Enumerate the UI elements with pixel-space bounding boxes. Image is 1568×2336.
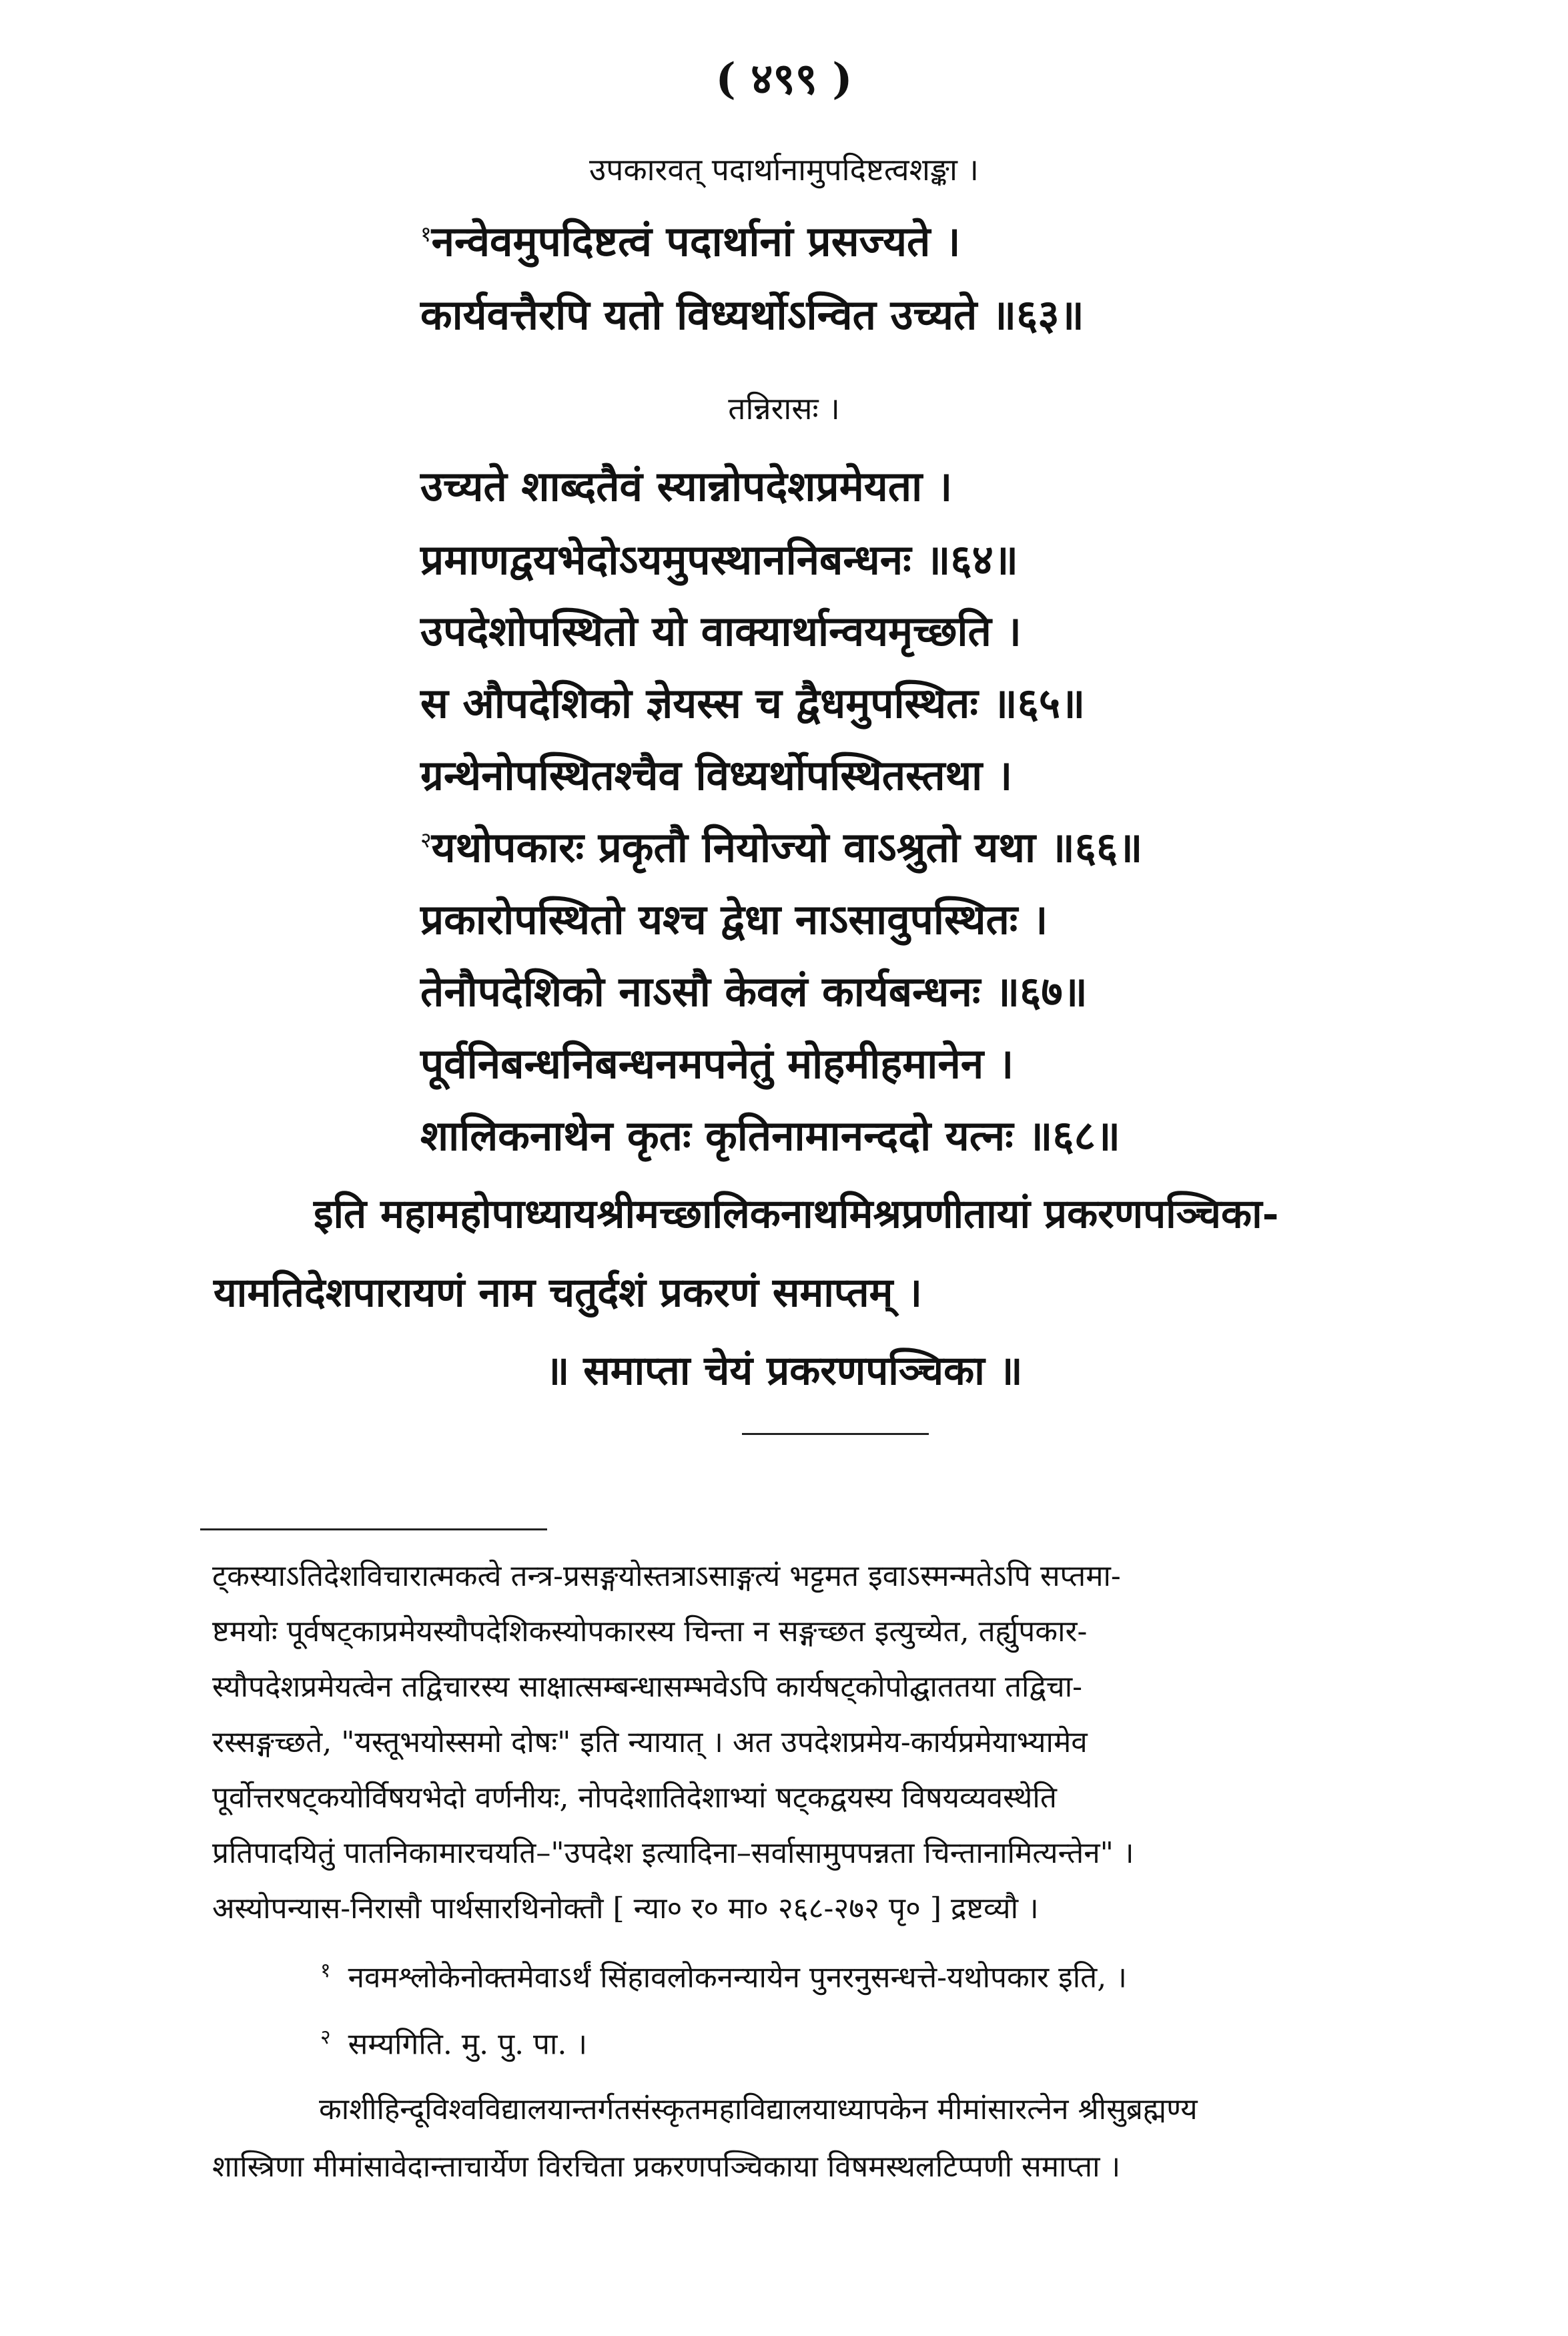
verse-line (420, 1035, 1461, 1091)
footnote-2 (320, 2022, 1441, 2063)
verse-line (420, 212, 1461, 268)
verse-text: प्रमाणद्वयभेदोऽयमुपस्थाननिबन्धनः ॥६४॥ (420, 535, 1019, 584)
section-divider (742, 1433, 929, 1435)
verse-text: पूर्वनिबन्धनिबन्धनमपनेतुं मोहमीहमानेन । (420, 1039, 1014, 1088)
verse-line (420, 818, 1461, 874)
verse-text: यथोपकारः प्रकृतौ नियोज्यो वाऽश्रुतो यथा ॥६६॥ (431, 823, 1143, 872)
colophon-line-2: यामतिदेशपारायणं नाम चतुर्दशं प्रकरणं समाप्तम् । (214, 1269, 923, 1316)
footnote-line: पूर्वोत्तरषट्कयोर्विषयभेदो वर्णनीयः, नोपदेशातिदेशाभ्यां षट्कद्वयस्य विषयव्यवस्थेति (212, 1781, 1057, 1815)
section-heading-1: उपकारवत् पदार्थानामुपदिष्टत्वशङ्का । (589, 152, 979, 188)
verse-text: कार्यवत्तैरपि यतो विध्यर्थोऽन्वित उच्यते ॥६३॥ (420, 290, 1084, 339)
footnote-text: सम्यगिति. मु. पु. पा. । (348, 2027, 588, 2062)
verse-text: नन्वेवमुपदिष्टत्वं पदार्थानां प्रसज्यते । (431, 217, 961, 266)
footnote-rule (200, 1528, 547, 1530)
footnote-mark: १ (320, 1959, 331, 1982)
verse-text: तेनौपदेशिको नाऽसौ केवलं कार्यबन्धनः ॥६७॥ (420, 967, 1088, 1016)
verse-line (420, 457, 1461, 513)
footnote-line: ट्कस्याऽतिदेशविचारात्मकत्वे तन्त्र-प्रसङ्गयोस्तत्राऽसाङ्गत्यं भट्टमत इवाऽस्मन्मतेऽपि सप्तमा- (212, 1559, 1121, 1593)
colophon-line-1: इति महामहोपाध्यायश्रीमच्छालिकनाथमिश्रप्रणीतायां प्रकरणपञ्चिका- (314, 1191, 1279, 1237)
colophon (214, 1175, 1428, 1332)
verse-line (420, 746, 1461, 802)
footnote-body (212, 1548, 1433, 1936)
footnote-1 (320, 1956, 1441, 1996)
verse-text: ग्रन्थेनोपस्थितश्चैव विध्यर्थोपस्थितस्तथा । (420, 751, 1013, 800)
commentary-credit (212, 2081, 1433, 2196)
verse-line (420, 1107, 1461, 1163)
footnote-mark: २ (420, 827, 432, 853)
verse-line (420, 962, 1461, 1018)
verse-line (420, 531, 1461, 587)
credit-line-1: काशीहिन्दूविश्वविद्यालयान्तर्गतसंस्कृतमहाविद्यालयाध्यापकेन मीमांसारत्नेन श्रीसुब्रह्मण्य (319, 2092, 1198, 2126)
footnote-line: ष्टमयोः पूर्वषट्काप्रमेयस्यौपदेशिकस्योपकारस्य चिन्ता न सङ्गच्छत इत्युच्येत, तर्ह्युपकार- (212, 1615, 1088, 1649)
verse-text: शालिकनाथेन कृतः कृतिनामानन्ददो यत्नः ॥६८॥ (420, 1111, 1121, 1160)
verse-line (420, 674, 1461, 730)
footnote-line: अस्योपन्यास-निरासौ पार्थसारथिनोक्तौ [ न्या० र० मा० २६८-२७२ पृ० ] द्रष्टव्यौ । (212, 1891, 1039, 1926)
verse-line (420, 286, 1461, 342)
verse-text: उपदेशोपस्थितो यो वाक्यार्थान्वयमृच्छति । (420, 607, 1022, 655)
footnote-line: स्यौपदेशप्रमेयत्वेन तद्विचारस्य साक्षात्सम्बन्धासम्भवेऽपि कार्यषट्कोपोद्घाततया तद्विचा- (212, 1670, 1082, 1704)
verse-text: उच्यते शाब्दतैवं स्यान्नोपदेशप्रमेयता । (420, 462, 953, 511)
verse-text: स औपदेशिको ज्ञेयस्स च द्वैधमुपस्थितः ॥६५॥ (420, 679, 1086, 727)
footnote-mark: २ (320, 2026, 331, 2049)
credit-line-2: शास्त्रिणा मीमांसावेदान्ताचार्येण विरचिता प्रकरणपञ्चिकाया विषमस्थलटिप्पणी समाप्ता । (212, 2150, 1121, 2184)
footnote-line: रस्सङ्गच्छते, "यस्तूभयोस्समो दोषः" इति न्यायात् । अत उपदेशप्रमेय-कार्यप्रमेयाभ्यामेव (212, 1725, 1088, 1759)
footnote-text: नवमश्लोकेनोक्तमेवाऽर्थं सिंहावलोकनन्यायेन पुनरनुसन्धत्ते-यथोपकार इति, । (348, 1960, 1127, 1995)
end-title: ॥ समाप्ता चेयं प्रकरणपञ्चिका ॥ (545, 1348, 1023, 1394)
verse-line (420, 602, 1461, 658)
footnote-line: प्रतिपादयितुं पातनिकामारचयति–"उपदेश इत्यादिना–सर्वासामुपपन्नता चिन्तानामित्यन्तेन" । (212, 1836, 1134, 1870)
section-heading-2: तन्निरासः । (728, 390, 840, 426)
page-number: ( ४९९ ) (715, 54, 853, 104)
verse-text: प्रकारोपस्थितो यश्च द्वेधा नाऽसावुपस्थितः । (420, 895, 1048, 944)
verse-line (420, 890, 1461, 946)
footnote-mark: १ (420, 221, 432, 247)
